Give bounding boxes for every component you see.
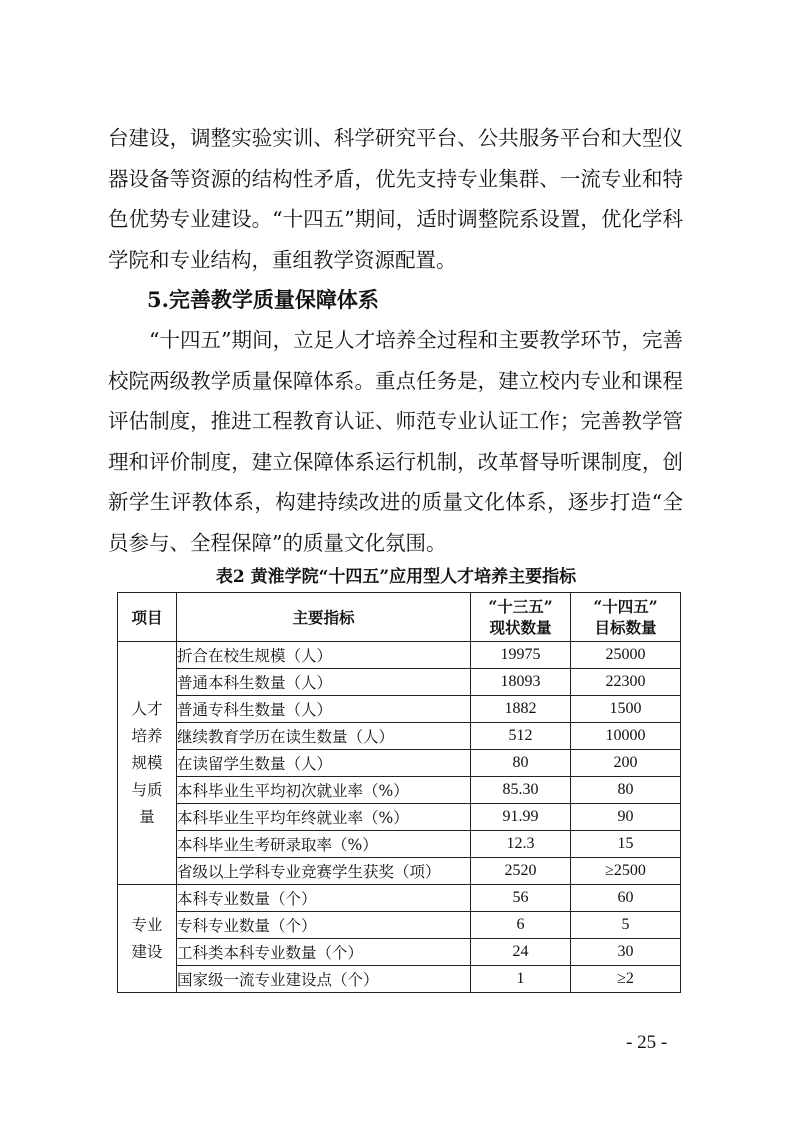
target-value-cell: 22300: [571, 669, 681, 696]
current-value-cell: 12.3: [471, 831, 571, 858]
section-heading: 5.完善教学质量保障体系: [147, 287, 379, 312]
header-target: [571, 593, 681, 642]
table-row: [118, 939, 681, 966]
target-value-cell: 60: [571, 885, 681, 912]
table-row: [118, 696, 681, 723]
header-current: [471, 593, 571, 642]
indicator-cell: 专科专业数量（个）: [177, 912, 471, 939]
header-target-line2: 目标数量: [594, 618, 657, 637]
indicator-cell: 本科专业数量（个）: [177, 885, 471, 912]
target-value-cell: 90: [571, 804, 681, 831]
indicator-cell: 折合在校生规模（人）: [177, 642, 471, 669]
target-value-cell: 15: [571, 831, 681, 858]
table-row: [118, 831, 681, 858]
indicator-cell: 本科毕业生平均年终就业率（%）: [177, 804, 471, 831]
group-label-line: 与质: [131, 780, 163, 799]
target-value-cell: ≥2500: [571, 858, 681, 885]
current-value-cell: 6: [471, 912, 571, 939]
group-label-talent: [118, 642, 177, 885]
indicator-cell: 本科毕业生考研录取率（%）: [177, 831, 471, 858]
target-value-cell: 30: [571, 939, 681, 966]
indicator-cell: 本科毕业生平均初次就业率（%）: [177, 777, 471, 804]
header-target-line1: “十四五”: [593, 597, 658, 616]
table-row: [118, 858, 681, 885]
group-label-line: 规模: [131, 753, 163, 772]
current-value-cell: 24: [471, 939, 571, 966]
header-current-line2: 现状数量: [489, 618, 552, 637]
current-value-cell: 2520: [471, 858, 571, 885]
indicator-cell: 省级以上学科专业竞赛学生获奖（项）: [177, 858, 471, 885]
page-number: - 25 -: [626, 1032, 668, 1053]
current-value-cell: 1882: [471, 696, 571, 723]
target-value-cell: 200: [571, 750, 681, 777]
current-value-cell: 512: [471, 723, 571, 750]
group-label-line: 量: [139, 807, 155, 826]
current-value-cell: 19975: [471, 642, 571, 669]
header-indicator: 主要指标: [177, 593, 471, 642]
indicator-cell: 普通专科生数量（人）: [177, 696, 471, 723]
table-header-row: [118, 593, 681, 642]
indicator-cell: 工科类本科专业数量（个）: [177, 939, 471, 966]
table-row: [118, 669, 681, 696]
group-label-major: [118, 885, 177, 993]
table-row: [118, 750, 681, 777]
group-label-line: 建设: [131, 942, 163, 961]
table-row: [118, 966, 681, 993]
table-row: [118, 777, 681, 804]
current-value-cell: 80: [471, 750, 571, 777]
current-value-cell: 18093: [471, 669, 571, 696]
body-paragraph-2: “十四五”期间，立足人才培养全过程和主要教学环节，完善校院两级教学质量保障体系。重点任务是，建立校内专业和课程评估制度，推进工程教育认证、师范专业认证工作；完善教学管理和评价制度，建立保障体系运行机制，改革督导听课制度，创新学生评教体系，构建持续改进的质量文化体系，逐步打造“全员参与、全程保障”的质量文化氛围。: [108, 328, 683, 555]
indicator-cell: 国家级一流专业建设点（个）: [177, 966, 471, 993]
target-value-cell: 10000: [571, 723, 681, 750]
target-value-cell: 5: [571, 912, 681, 939]
group-label-line: 人才: [131, 699, 163, 718]
indicator-cell: 在读留学生数量（人）: [177, 750, 471, 777]
header-current-line1: “十三五”: [488, 597, 553, 616]
current-value-cell: 91.99: [471, 804, 571, 831]
table-row: [118, 723, 681, 750]
table-caption: 表2 黄淮学院“十四五”应用型人才培养主要指标: [215, 567, 577, 587]
target-value-cell: 1500: [571, 696, 681, 723]
table-row: [118, 804, 681, 831]
indicator-cell: 普通本科生数量（人）: [177, 669, 471, 696]
target-value-cell: 25000: [571, 642, 681, 669]
indicators-table: [117, 592, 681, 993]
table-row: [118, 642, 681, 669]
current-value-cell: 1: [471, 966, 571, 993]
group-label-line: 专业: [131, 915, 163, 934]
current-value-cell: 85.30: [471, 777, 571, 804]
indicator-cell: 继续教育学历在读生数量（人）: [177, 723, 471, 750]
table-row: [118, 912, 681, 939]
body-paragraph-1: 台建设，调整实验实训、科学研究平台、公共服务平台和大型仪器设备等资源的结构性矛盾，优先支持专业集群、一流专业和特色优势专业建设。“十四五”期间，适时调整院系设置，优化学科学院和专业结构，重组教学资源配置。: [108, 126, 683, 272]
group-label-line: 培养: [131, 726, 163, 745]
header-item: 项目: [118, 593, 177, 642]
table-row: [118, 885, 681, 912]
current-value-cell: 56: [471, 885, 571, 912]
target-value-cell: 80: [571, 777, 681, 804]
target-value-cell: ≥2: [571, 966, 681, 993]
